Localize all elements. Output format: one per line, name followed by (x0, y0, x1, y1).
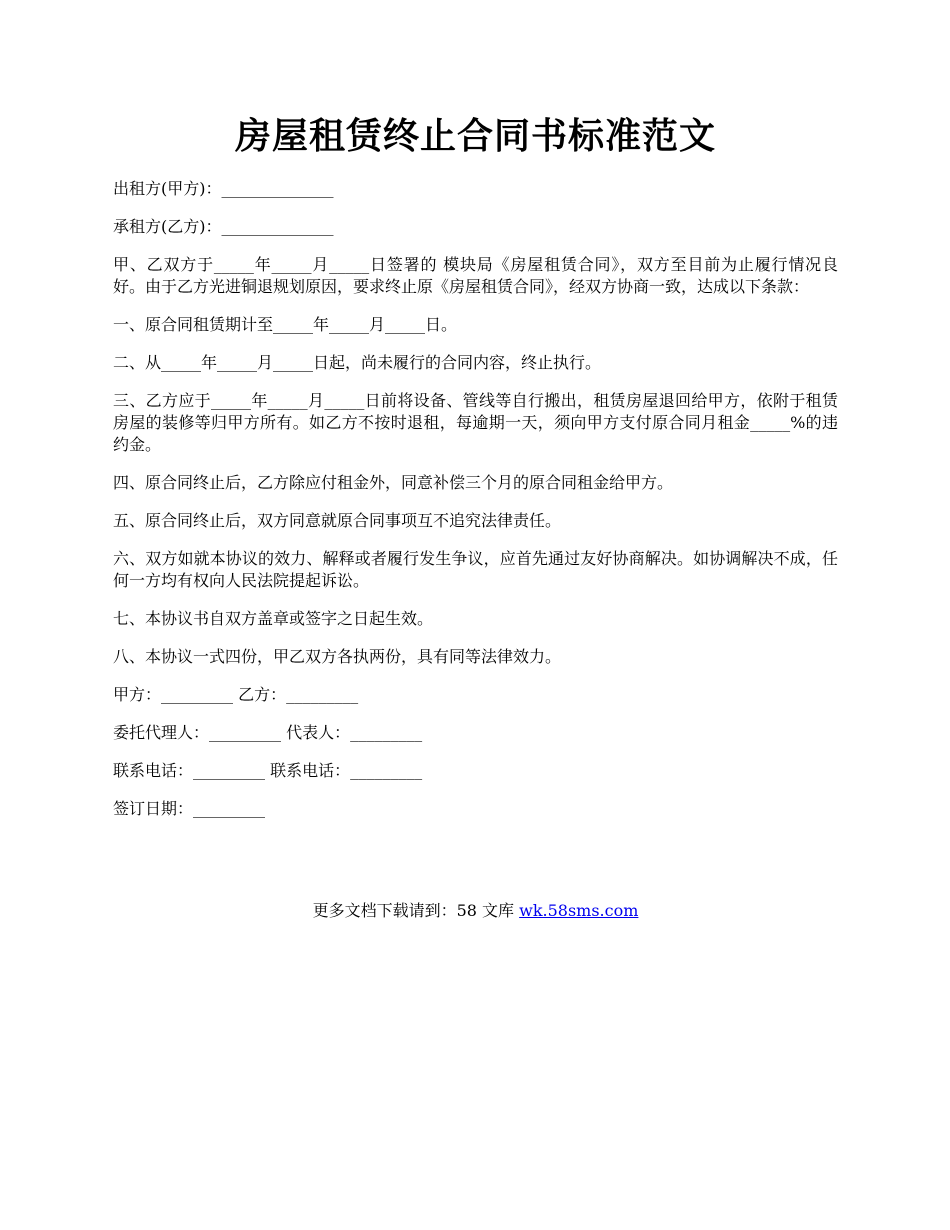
signing-date-line: 签订日期：_________ (113, 799, 266, 818)
party-a-line: 出租方(甲方)：______________ (113, 179, 334, 198)
signature-agent-line: 委托代理人：_________ 代表人：_________ (113, 723, 423, 742)
document-body (113, 178, 838, 836)
clause-3: 三、乙方应于_____年_____月_____日前将设备、管线等自行搬出，租赁房屋退回给甲方，依附于租赁房屋的装修等归甲方所有。如乙方不按时退租，每逾期一天，须向甲方支付原合同月租金_____%的违约金。 (113, 391, 838, 454)
signature-parties-line: 甲方：_________ 乙方：_________ (113, 685, 359, 704)
clause-8: 八、本协议一式四份，甲乙双方各执两份，具有同等法律效力。 (113, 647, 562, 666)
document-title: 房屋租赁终止合同书标准范文 (234, 115, 716, 157)
footer-prefix: 更多文档下载请到：58 文库 (312, 901, 520, 920)
clause-5: 五、原合同终止后，双方同意就原合同事项互不追究法律责任。 (113, 511, 562, 530)
footer-link[interactable]: wk.58sms.com (519, 901, 639, 920)
footer (113, 900, 838, 922)
party-b-line: 承租方(乙方)：______________ (113, 217, 334, 236)
clause-4: 四、原合同终止后，乙方除应付租金外，同意补偿三个月的原合同租金给甲方。 (113, 473, 674, 492)
clause-7: 七、本协议书自双方盖章或签字之日起生效。 (113, 609, 434, 628)
clause-2: 二、从_____年_____月_____日起，尚未履行的合同内容，终止执行。 (113, 353, 602, 372)
clause-1: 一、原合同租赁期计至_____年_____月_____日。 (113, 315, 458, 334)
clause-6: 六、双方如就本协议的效力、解释或者履行发生争议，应首先通过友好协商解决。如协调解决不成，任何一方均有权向人民法院提起诉讼。 (113, 549, 838, 590)
preamble-paragraph: 甲、乙双方于_____年_____月_____日签署的 模块局《房屋租赁合同》，双方至目前为止履行情况良好。由于乙方光进铜退规划原因，要求终止原《房屋租赁合同》，经双方协商一致，达成以下条款： (113, 255, 838, 296)
signature-phone-line: 联系电话：_________ 联系电话：_________ (113, 761, 423, 780)
